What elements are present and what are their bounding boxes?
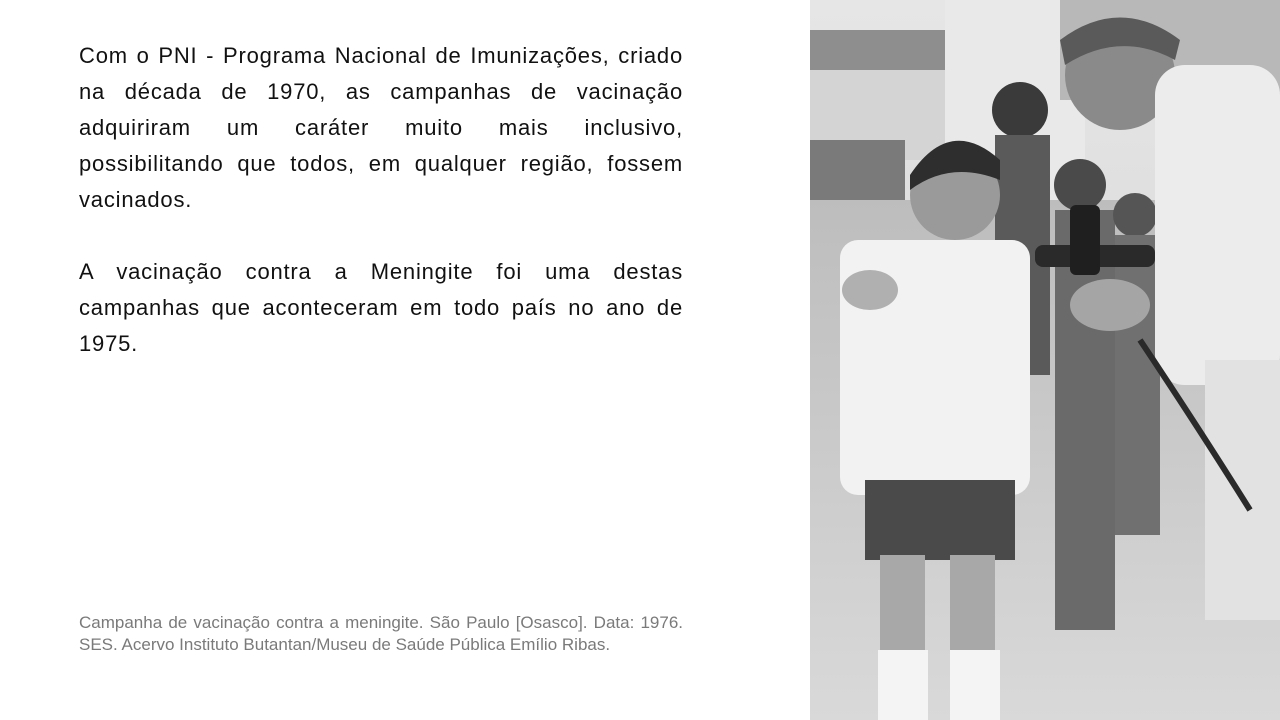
photo-caption: Campanha de vacinação contra a meningite. São Paulo [Osasco]. Data: 1976. SES. Acervo Instituto Butantan/Museu de Saúde Pública Emílio Ribas. xyxy=(79,613,683,654)
vaccination-photo-illustration xyxy=(810,0,1280,720)
historical-photo xyxy=(810,0,1280,720)
paragraph-pni: Com o PNI - Programa Nacional de Imunizações, criado na década de 1970, as campanhas de vacinação adquiriram um caráter muito mais inclusivo, possibilitando que todos, em qualquer região, fossem vacinados. xyxy=(79,43,683,212)
text-column xyxy=(79,38,683,362)
paragraph-meningite: A vacinação contra a Meningite foi uma destas campanhas que aconteceram em todo país no ano de 1975. xyxy=(79,259,683,356)
